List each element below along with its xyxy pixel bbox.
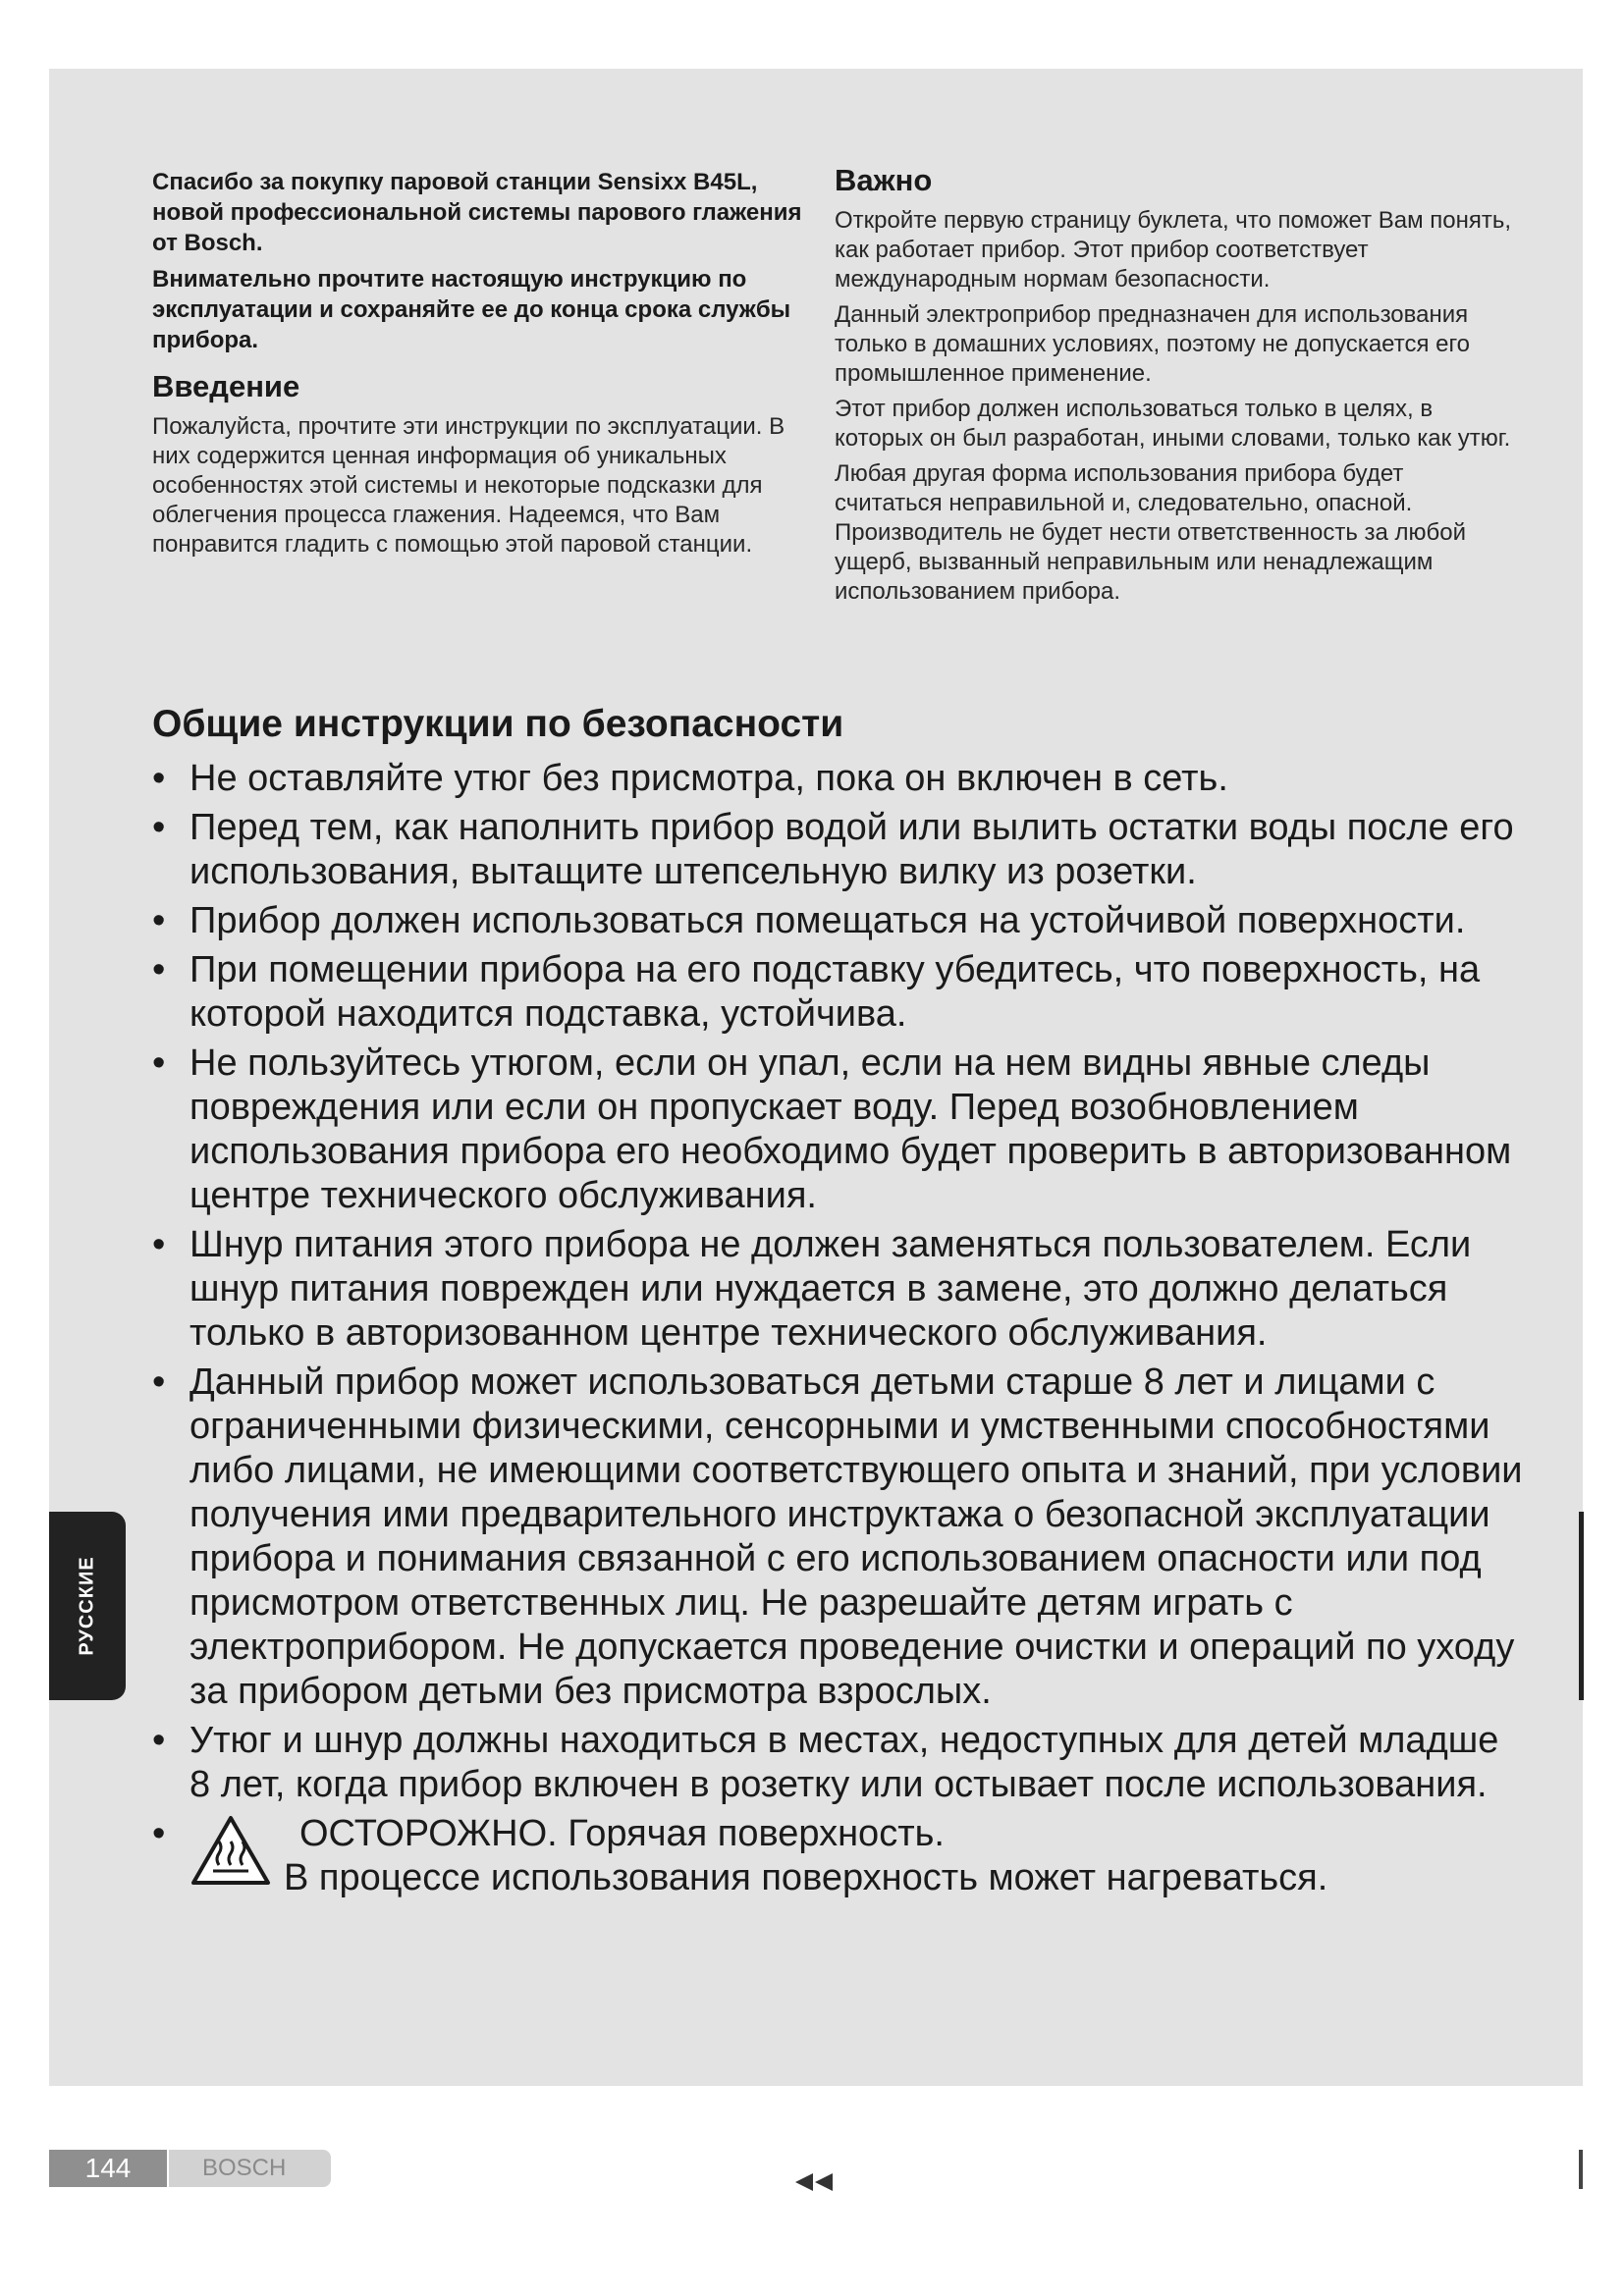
safety-item-text: При помещении прибора на его подставку убедитесь, что поверхность, на которой находится подставка, устойчива.: [189, 949, 1481, 1035]
bullet-icon: •: [152, 1362, 166, 1403]
intro-text: Пожалуйста, прочтите эти инструкции по эксплуатации. В них содержится ценная информация об уникальных особенностях этой системы и некоторые подсказки для облегчения процесса глажения. Надеемся, что Вам понравится гладить с помощью этой паровой станции.: [152, 413, 785, 558]
hot-surface-warning: [152, 1812, 1527, 1900]
safety-section: [152, 702, 1527, 1900]
safety-heading: Общие инструкции по безопасности: [152, 703, 844, 745]
important-column: [835, 163, 1512, 613]
safety-item-text: Данный прибор может использоваться детьми старше 8 лет и лицами с ограниченными физическими, сенсорными и умственными способностями либо лицами, не имеющими соответствующего опыта и знаний, при условии получения ими предварительного инструктажа о безопасной эксплуатации прибора и понимания связанной с его использованием опасности или под присмотром ответственных лиц. Не разрешайте детям играть с электроприбором. Не допускается проведение очистки и операций по уходу за прибором детьми без присмотра взрослых.: [189, 1362, 1523, 1712]
safety-item: [152, 757, 1527, 801]
safety-item: [152, 1223, 1527, 1356]
safety-item-text: Утюг и шнур должны находиться в местах, недоступных для детей младше 8 лет, когда прибор включен в розетку или остывает после использования.: [189, 1720, 1499, 1805]
bullet-icon: •: [152, 807, 166, 848]
bullet-icon: •: [152, 949, 166, 990]
bullet-icon: •: [152, 1813, 166, 1854]
safety-item-text: Шнур питания этого прибора не должен заменяться пользователем. Если шнур питания поврежден или нуждается в замене, это должно делаться только в авторизованном центре технического обслуживания.: [189, 1224, 1472, 1354]
safety-item: [152, 806, 1527, 894]
safety-item: [152, 899, 1527, 943]
page-edge-marker: [1579, 1512, 1584, 1700]
warning-title: ОСТОРОЖНО. Горячая поверхность.: [299, 1813, 945, 1854]
safety-item-text: Перед тем, как наполнить прибор водой или вылить остатки воды после его использования, вытащите штепсельную вилку из розетки.: [189, 807, 1514, 892]
language-tab: [49, 1512, 126, 1700]
footer-edge-marker: [1579, 2150, 1583, 2189]
bullet-icon: •: [152, 758, 166, 799]
bullet-icon: •: [152, 1042, 166, 1084]
thanks-text: Спасибо за покупку паровой станции Sensixx B45L, новой профессиональной системы парового глажения от Bosch.: [152, 169, 802, 256]
important-paragraph: Этот прибор должен использоваться только в целях, в которых он был разработан, иными словами, только как утюг.: [835, 396, 1511, 452]
double-left-arrow-icon[interactable]: [793, 2171, 837, 2193]
important-paragraph: Данный электроприбор предназначен для использования только в домашних условиях, поэтому не допускается его промышленное применение.: [835, 301, 1471, 387]
read-carefully-text: Внимательно прочтите настоящую инструкцию по эксплуатации и сохраняйте ее до конца срока службы прибора.: [152, 266, 791, 353]
safety-item-text: Прибор должен использоваться помещаться на устойчивой поверхности.: [189, 900, 1466, 941]
important-paragraph: Откройте первую страницу буклета, что поможет Вам понять, как работает прибор. Этот прибор соответствует международным нормам безопасности.: [835, 207, 1512, 293]
important-paragraph: Любая другая форма использования прибора будет считаться неправильной и, следовательно, опасной. Производитель не будет нести ответственность за любой ущерб, вызванный неправильным или ненадлежащим использованием прибора.: [835, 460, 1467, 605]
bullet-icon: •: [152, 1224, 166, 1265]
safety-item: [152, 1719, 1527, 1807]
intro-column: [152, 167, 820, 565]
safety-item-text: Не пользуйтесь утюгом, если он упал, если на нем видны явные следы повреждения или если он пропускает воду. Перед возобновлением использования прибора его необходимо будет проверить в авторизованном центре технического обслуживания.: [189, 1042, 1512, 1216]
safety-item: [152, 1361, 1527, 1714]
hot-surface-warning-icon: [189, 1814, 272, 1889]
brand-label: BOSCH: [169, 2150, 331, 2187]
intro-heading: Введение: [152, 369, 300, 403]
safety-item: [152, 1041, 1527, 1218]
important-heading: Важно: [835, 163, 933, 197]
safety-item-text: Не оставляйте утюг без присмотра, пока он включен в сеть.: [189, 758, 1228, 799]
language-tab-label: РУССКИЕ: [76, 1556, 98, 1656]
warning-text: В процессе использования поверхность может нагреваться.: [284, 1857, 1328, 1898]
safety-item: [152, 948, 1527, 1037]
bullet-icon: •: [152, 900, 166, 941]
bullet-icon: •: [152, 1720, 166, 1761]
safety-list: [152, 757, 1527, 1807]
page-number: 144: [49, 2150, 167, 2187]
